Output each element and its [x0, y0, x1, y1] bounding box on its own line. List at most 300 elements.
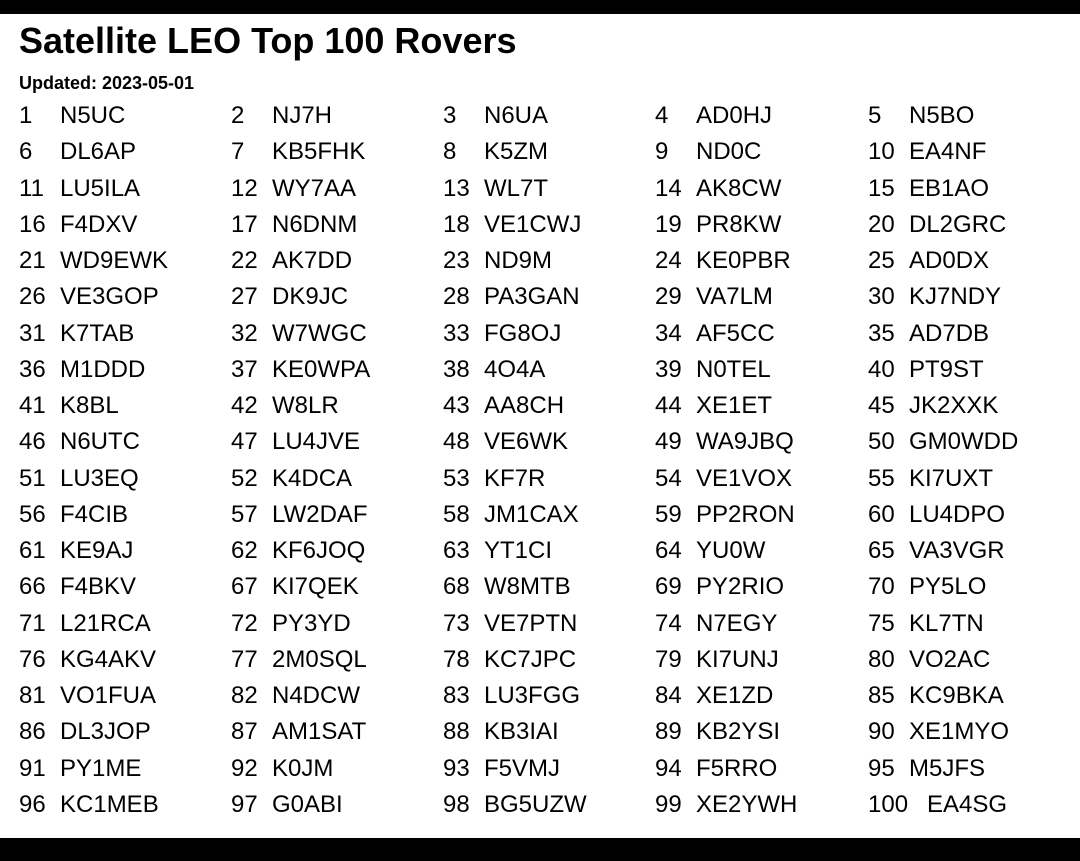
- rover-callsign: KF6JOQ: [272, 537, 366, 565]
- rover-callsign: VO1FUA: [60, 682, 157, 710]
- rover-entry: [19, 134, 231, 170]
- rover-rank: 9: [655, 138, 669, 166]
- rover-rank: 76: [19, 645, 46, 673]
- rover-callsign: DL2GRC: [909, 210, 1007, 238]
- rover-entry: [443, 279, 655, 315]
- rover-rank: 50: [868, 428, 895, 456]
- rover-callsign: K7TAB: [60, 319, 135, 347]
- rover-entry: [19, 316, 231, 352]
- rover-entry: [655, 678, 868, 714]
- rover-rank: 94: [655, 754, 682, 782]
- rover-callsign: VO2AC: [909, 645, 991, 673]
- rover-callsign: AD0HJ: [696, 102, 773, 130]
- rover-entry: [443, 171, 655, 207]
- rover-entry: [655, 642, 868, 678]
- updated-date: Updated: 2023-05-01: [19, 73, 195, 93]
- rover-callsign: KG4AKV: [60, 645, 157, 673]
- rover-rank: 63: [443, 537, 470, 565]
- rover-callsign: KI7QEK: [272, 573, 359, 601]
- rover-rank: 79: [655, 645, 682, 673]
- rover-callsign: XE1ET: [696, 392, 773, 420]
- rover-entry: [19, 678, 231, 714]
- rover-rank: 83: [443, 682, 470, 710]
- rover-callsign: AK8CW: [696, 174, 782, 202]
- rover-entry: [443, 606, 655, 642]
- rover-entry: [231, 207, 443, 243]
- rover-rank: 58: [443, 500, 470, 528]
- rover-rank: 43: [443, 392, 470, 420]
- rover-entry: [231, 171, 443, 207]
- rover-callsign: KE0WPA: [272, 355, 371, 383]
- rover-rank: 2: [231, 102, 245, 130]
- rover-rank: 18: [443, 210, 470, 238]
- rover-rank: 87: [231, 718, 258, 746]
- rover-callsign: AD7DB: [909, 319, 990, 347]
- rover-callsign: VA3VGR: [909, 537, 1005, 565]
- rover-rank: 36: [19, 355, 46, 383]
- rover-entry: [19, 714, 231, 750]
- rover-callsign: LU3FGG: [484, 682, 581, 710]
- rover-rank: 96: [19, 790, 46, 818]
- rover-rank: 20: [868, 210, 895, 238]
- rover-entry: [443, 352, 655, 388]
- rover-callsign: N7EGY: [696, 609, 778, 637]
- rover-entry: [443, 98, 655, 134]
- rover-callsign: XE2YWH: [696, 790, 798, 818]
- rover-callsign: FG8OJ: [484, 319, 562, 347]
- rover-rank: 26: [19, 283, 46, 311]
- rover-rank: 19: [655, 210, 682, 238]
- rover-callsign: XE1MYO: [909, 718, 1010, 746]
- rover-rank: 99: [655, 790, 682, 818]
- rover-entry: [655, 424, 868, 460]
- rover-rank: 93: [443, 754, 470, 782]
- rover-entry: [19, 497, 231, 533]
- rover-callsign: F5VMJ: [484, 754, 561, 782]
- rover-rank: 77: [231, 645, 258, 673]
- rover-rank: 60: [868, 500, 895, 528]
- rover-callsign: PR8KW: [696, 210, 782, 238]
- rover-rank: 24: [655, 247, 682, 275]
- rover-callsign: N6DNM: [272, 210, 358, 238]
- rover-callsign: VE3GOP: [60, 283, 159, 311]
- rover-entry: [231, 134, 443, 170]
- rover-entry: [231, 533, 443, 569]
- rover-entry: [19, 642, 231, 678]
- rover-rank: 78: [443, 645, 470, 673]
- rover-callsign: 2M0SQL: [272, 645, 367, 673]
- rover-rank: 30: [868, 283, 895, 311]
- rover-callsign: JM1CAX: [484, 500, 579, 528]
- rover-callsign: KC1MEB: [60, 790, 159, 818]
- rover-entry: [19, 751, 231, 787]
- rover-rank: 73: [443, 609, 470, 637]
- rover-entry: [19, 352, 231, 388]
- rover-rank: 65: [868, 537, 895, 565]
- rover-entry: [655, 461, 868, 497]
- rover-rank: 52: [231, 464, 258, 492]
- rover-callsign: 4O4A: [484, 355, 546, 383]
- rover-entry: [868, 171, 1079, 207]
- rover-entry: [231, 606, 443, 642]
- document-page: [0, 14, 1080, 838]
- rover-entry: [19, 461, 231, 497]
- rover-entry: [655, 533, 868, 569]
- rover-entry: [19, 98, 231, 134]
- rover-entry: [19, 243, 231, 279]
- rover-entry: [19, 606, 231, 642]
- rover-entry: [231, 787, 443, 823]
- rover-callsign: NJ7H: [272, 102, 333, 130]
- rover-entry: [443, 424, 655, 460]
- rover-rank: 23: [443, 247, 470, 275]
- rover-rank: 45: [868, 392, 895, 420]
- rover-entry: [231, 678, 443, 714]
- rover-rank: 31: [19, 319, 46, 347]
- rover-entry: [231, 497, 443, 533]
- rover-rank: 54: [655, 464, 682, 492]
- rover-callsign: N5BO: [909, 102, 975, 130]
- rover-entry: [868, 134, 1079, 170]
- rover-rank: 72: [231, 609, 258, 637]
- rover-callsign: LU3EQ: [60, 464, 139, 492]
- rover-rank: 84: [655, 682, 682, 710]
- rover-rank: 29: [655, 283, 682, 311]
- rover-rank: 35: [868, 319, 895, 347]
- rover-rank: 97: [231, 790, 258, 818]
- rover-entry: [19, 171, 231, 207]
- rover-callsign: LU5ILA: [60, 174, 141, 202]
- rover-entry: [868, 352, 1079, 388]
- rover-entry: [19, 279, 231, 315]
- rover-rank: 70: [868, 573, 895, 601]
- rover-callsign: W8LR: [272, 392, 339, 420]
- rover-callsign: K5ZM: [484, 138, 549, 166]
- rover-callsign: K4DCA: [272, 464, 353, 492]
- rover-entry: [868, 642, 1079, 678]
- rover-entry: [868, 461, 1079, 497]
- rover-rank: 82: [231, 682, 258, 710]
- rover-rank: 75: [868, 609, 895, 637]
- rover-rank: 11: [19, 174, 44, 202]
- rover-entry: [231, 461, 443, 497]
- rover-rank: 85: [868, 682, 895, 710]
- rover-callsign: PY1ME: [60, 754, 142, 782]
- rover-entry: [655, 751, 868, 787]
- rover-callsign: N4DCW: [272, 682, 360, 710]
- rover-entry: [19, 424, 231, 460]
- rover-callsign: KE9AJ: [60, 537, 134, 565]
- rover-rank: 13: [443, 174, 470, 202]
- rover-callsign: AD0DX: [909, 247, 990, 275]
- rover-callsign: AM1SAT: [272, 718, 367, 746]
- rover-callsign: N6UA: [484, 102, 549, 130]
- rover-rank: 59: [655, 500, 682, 528]
- rover-entry: [19, 569, 231, 605]
- rover-rank: 92: [231, 754, 258, 782]
- rover-callsign: W7WGC: [272, 319, 367, 347]
- rover-callsign: DK9JC: [272, 283, 349, 311]
- rover-entry: [868, 279, 1079, 315]
- rover-callsign: VE6WK: [484, 428, 569, 456]
- rover-rank: 53: [443, 464, 470, 492]
- rover-callsign: WA9JBQ: [696, 428, 794, 456]
- rover-rank: 80: [868, 645, 895, 673]
- rover-rank: 61: [19, 537, 46, 565]
- rover-entry: [655, 171, 868, 207]
- rover-callsign: YU0W: [696, 537, 766, 565]
- rover-rank: 27: [231, 283, 258, 311]
- rover-entry: [443, 533, 655, 569]
- rover-callsign: KI7UNJ: [696, 645, 779, 673]
- rover-callsign: LW2DAF: [272, 500, 368, 528]
- rover-entry: [655, 352, 868, 388]
- rover-entry: [19, 388, 231, 424]
- rover-entry: [443, 714, 655, 750]
- rover-rank: 10: [868, 138, 895, 166]
- rover-rank: 66: [19, 573, 46, 601]
- page-title: Satellite LEO Top 100 Rovers: [19, 20, 517, 61]
- rover-entry: [655, 569, 868, 605]
- rover-rank: 17: [231, 210, 258, 238]
- rover-callsign: AK7DD: [272, 247, 353, 275]
- rover-entry: [443, 134, 655, 170]
- rover-callsign: KC9BKA: [909, 682, 1004, 710]
- rover-callsign: YT1CI: [484, 537, 553, 565]
- rover-rank: 16: [19, 210, 46, 238]
- rover-entry: [231, 642, 443, 678]
- rover-callsign: AF5CC: [696, 319, 775, 347]
- rover-entry: [231, 424, 443, 460]
- rover-entry: [655, 98, 868, 134]
- rover-callsign: PA3GAN: [484, 283, 580, 311]
- rover-callsign: KE0PBR: [696, 247, 791, 275]
- rover-entry: [655, 279, 868, 315]
- rover-callsign: F4BKV: [60, 573, 137, 601]
- rover-callsign: LU4JVE: [272, 428, 361, 456]
- rover-rank: 28: [443, 283, 470, 311]
- rover-callsign: F5RRO: [696, 754, 778, 782]
- rover-entry: [443, 751, 655, 787]
- rover-entry: [655, 787, 868, 823]
- rover-callsign: WD9EWK: [60, 247, 168, 275]
- rover-callsign: N6UTC: [60, 428, 141, 456]
- rover-callsign: AA8CH: [484, 392, 565, 420]
- rover-rank: 1: [19, 102, 33, 130]
- rover-list: [19, 98, 1080, 823]
- rover-callsign: WY7AA: [272, 174, 357, 202]
- rover-rank: 22: [231, 247, 258, 275]
- rover-entry: [443, 678, 655, 714]
- rover-rank: 48: [443, 428, 470, 456]
- rover-entry: [655, 207, 868, 243]
- rover-callsign: LU4DPO: [909, 500, 1006, 528]
- rover-rank: 49: [655, 428, 682, 456]
- rover-entry: [443, 497, 655, 533]
- rover-rank: 37: [231, 355, 258, 383]
- rover-callsign: M5JFS: [909, 754, 986, 782]
- rover-entry: [868, 243, 1079, 279]
- rover-rank: 46: [19, 428, 46, 456]
- rover-rank: 15: [868, 174, 895, 202]
- rover-callsign: KL7TN: [909, 609, 984, 637]
- rover-rank: 12: [231, 174, 258, 202]
- rover-entry: [443, 642, 655, 678]
- rover-rank: 32: [231, 319, 258, 347]
- rover-rank: 98: [443, 790, 470, 818]
- rover-entry: [868, 569, 1079, 605]
- rover-rank: 86: [19, 718, 46, 746]
- rover-rank: 100: [868, 790, 909, 818]
- rover-rank: 21: [19, 247, 46, 275]
- rover-callsign: PY3YD: [272, 609, 351, 637]
- rover-entry: [443, 316, 655, 352]
- rover-callsign: F4CIB: [60, 500, 129, 528]
- rover-entry: [443, 388, 655, 424]
- rover-entry: [231, 316, 443, 352]
- rover-rank: 88: [443, 718, 470, 746]
- rover-callsign: KJ7NDY: [909, 283, 1002, 311]
- rover-rank: 41: [19, 392, 46, 420]
- rover-entry: [655, 714, 868, 750]
- rover-rank: 95: [868, 754, 895, 782]
- rover-rank: 55: [868, 464, 895, 492]
- rover-entry: [655, 243, 868, 279]
- rover-callsign: GM0WDD: [909, 428, 1019, 456]
- rover-rank: 71: [19, 609, 46, 637]
- rover-callsign: VE1CWJ: [484, 210, 582, 238]
- rover-rank: 5: [868, 102, 882, 130]
- rover-callsign: PY5LO: [909, 573, 987, 601]
- rover-callsign: ND0C: [696, 138, 762, 166]
- rover-rank: 6: [19, 138, 33, 166]
- rover-entry: [868, 207, 1079, 243]
- rover-rank: 47: [231, 428, 258, 456]
- rover-entry: [231, 714, 443, 750]
- rover-rank: 25: [868, 247, 895, 275]
- rover-rank: 57: [231, 500, 258, 528]
- rover-entry: [868, 98, 1079, 134]
- rover-callsign: VE7PTN: [484, 609, 578, 637]
- rover-entry: [443, 207, 655, 243]
- rover-rank: 38: [443, 355, 470, 383]
- rover-rank: 89: [655, 718, 682, 746]
- rover-callsign: F4DXV: [60, 210, 138, 238]
- rover-entry: [868, 497, 1079, 533]
- rover-rank: 64: [655, 537, 682, 565]
- rover-callsign: EA4SG: [927, 790, 1008, 818]
- rover-callsign: PY2RIO: [696, 573, 785, 601]
- rover-callsign: G0ABI: [272, 790, 343, 818]
- rover-callsign: KF7R: [484, 464, 546, 492]
- rover-callsign: KB5FHK: [272, 138, 366, 166]
- rover-rank: 74: [655, 609, 682, 637]
- rover-rank: 39: [655, 355, 682, 383]
- rover-entry: [231, 352, 443, 388]
- rover-rank: 8: [443, 138, 457, 166]
- rover-rank: 14: [655, 174, 682, 202]
- rover-entry: [443, 569, 655, 605]
- rover-rank: 91: [19, 754, 46, 782]
- rover-entry: [868, 678, 1079, 714]
- rover-callsign: PT9ST: [909, 355, 984, 383]
- rover-callsign: JK2XXK: [909, 392, 999, 420]
- rover-rank: 62: [231, 537, 258, 565]
- rover-callsign: K8BL: [60, 392, 119, 420]
- rover-callsign: EA4NF: [909, 138, 987, 166]
- rover-callsign: VA7LM: [696, 283, 773, 311]
- rover-entry: [868, 606, 1079, 642]
- rover-entry: [443, 461, 655, 497]
- rover-rank: 56: [19, 500, 46, 528]
- rover-rank: 34: [655, 319, 682, 347]
- rover-rank: 68: [443, 573, 470, 601]
- rover-entry: [655, 316, 868, 352]
- rover-entry: [655, 497, 868, 533]
- rover-callsign: KB3IAI: [484, 718, 559, 746]
- rover-entry: [443, 243, 655, 279]
- rover-rank: 81: [19, 682, 46, 710]
- rover-entry: [19, 207, 231, 243]
- rover-rank: 51: [19, 464, 46, 492]
- rover-entry: [231, 751, 443, 787]
- rover-entry: [868, 714, 1079, 750]
- rover-entry: [868, 316, 1079, 352]
- rover-callsign: KI7UXT: [909, 464, 994, 492]
- rover-rank: 69: [655, 573, 682, 601]
- rover-callsign: KC7JPC: [484, 645, 577, 673]
- rover-entry: [231, 98, 443, 134]
- rover-entry: [868, 787, 1079, 823]
- rover-callsign: L21RCA: [60, 609, 151, 637]
- rover-entry: [655, 606, 868, 642]
- rover-callsign: DL3JOP: [60, 718, 151, 746]
- rover-callsign: WL7T: [484, 174, 549, 202]
- rover-entry: [231, 388, 443, 424]
- rover-entry: [443, 787, 655, 823]
- rover-callsign: XE1ZD: [696, 682, 774, 710]
- rover-callsign: N5UC: [60, 102, 126, 130]
- rover-rank: 33: [443, 319, 470, 347]
- rover-entry: [868, 424, 1079, 460]
- rover-entry: [868, 388, 1079, 424]
- rover-rank: 67: [231, 573, 258, 601]
- rover-callsign: VE1VOX: [696, 464, 793, 492]
- rover-callsign: KB2YSI: [696, 718, 781, 746]
- rover-rank: 3: [443, 102, 457, 130]
- rover-entry: [868, 533, 1079, 569]
- rover-callsign: ND9M: [484, 247, 553, 275]
- rover-entry: [231, 243, 443, 279]
- rover-rank: 42: [231, 392, 258, 420]
- rover-entry: [868, 751, 1079, 787]
- rover-rank: 90: [868, 718, 895, 746]
- rover-entry: [231, 569, 443, 605]
- rover-callsign: DL6AP: [60, 138, 137, 166]
- rover-rank: 4: [655, 102, 669, 130]
- rover-callsign: BG5UZW: [484, 790, 587, 818]
- rover-callsign: PP2RON: [696, 500, 795, 528]
- rover-rank: 44: [655, 392, 682, 420]
- rover-callsign: M1DDD: [60, 355, 146, 383]
- rover-rank: 40: [868, 355, 895, 383]
- rover-callsign: K0JM: [272, 754, 334, 782]
- rover-callsign: W8MTB: [484, 573, 571, 601]
- rover-callsign: EB1AO: [909, 174, 990, 202]
- rover-entry: [19, 787, 231, 823]
- rover-entry: [655, 388, 868, 424]
- rover-callsign: N0TEL: [696, 355, 771, 383]
